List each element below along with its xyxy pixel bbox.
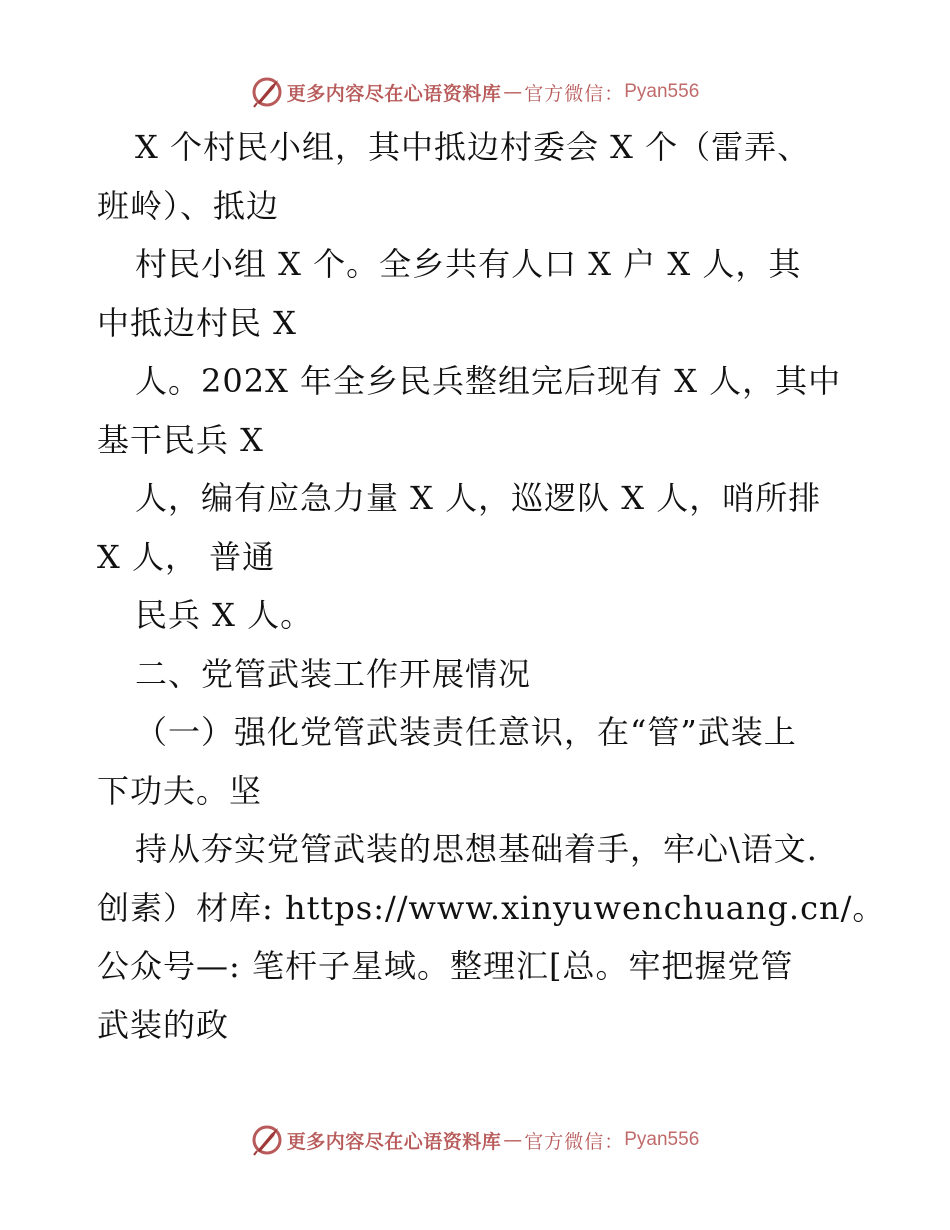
footer-banner: [0, 1120, 950, 1160]
footer-separator: —: [503, 1129, 523, 1151]
quill-pen-logo-icon: [251, 1124, 283, 1156]
subsection-heading: （一）强化党管武装责任意识，在“管”武装上: [135, 713, 797, 751]
body-line-14: 创素）材库: https://www.xinyuwenchuang.cn/。: [97, 888, 886, 927]
body-line-13: 持从夯实党管武装的思想基础着手，牢心\语文.: [135, 830, 818, 868]
footer-slogan: 更多内容尽在心语资料库: [286, 1130, 502, 1153]
body-line-2: 班岭）、抵边: [97, 186, 280, 225]
body-line-16: 武装的政: [97, 1005, 230, 1044]
quill-pen-logo-icon: [251, 76, 283, 108]
header-slogan: 更多内容尽在心语资料库: [286, 82, 502, 105]
body-line-12: 下功夫。坚: [97, 771, 263, 810]
section-heading: 二、党管武装工作开展情况: [135, 654, 532, 693]
document-body: [97, 118, 886, 1054]
body-line-7: 人，编有应急力量 X 人，巡逻队 X 人，哨所排: [135, 479, 822, 517]
header-wechat-handle: Pyan556: [624, 81, 700, 102]
footer-wechat-label: 官方微信：: [524, 1130, 625, 1153]
header-separator: —: [503, 81, 523, 103]
body-line-8: X 人， 普通: [97, 537, 276, 576]
body-line-6: 基干民兵 X: [97, 420, 264, 459]
header-banner: [0, 72, 950, 112]
body-line-3: 村民小组 X 个。全乡共有人口 X 户 X 人，其: [135, 245, 802, 283]
footer-wechat-handle: Pyan556: [624, 1129, 700, 1150]
body-line-5: 人。202X 年全乡民兵整组完后现有 X 人，其中: [135, 362, 842, 400]
body-line-9: 民兵 X 人。: [135, 596, 314, 634]
body-line-1: X 个村民小组，其中抵边村委会 X 个（雷弄、: [135, 128, 811, 166]
header-wechat-label: 官方微信：: [524, 82, 625, 105]
body-line-4: 中抵边村民 X: [97, 303, 297, 342]
body-line-15: 公众号—: 笔杆子星域。整理汇[总。牢把握党管: [97, 947, 794, 985]
